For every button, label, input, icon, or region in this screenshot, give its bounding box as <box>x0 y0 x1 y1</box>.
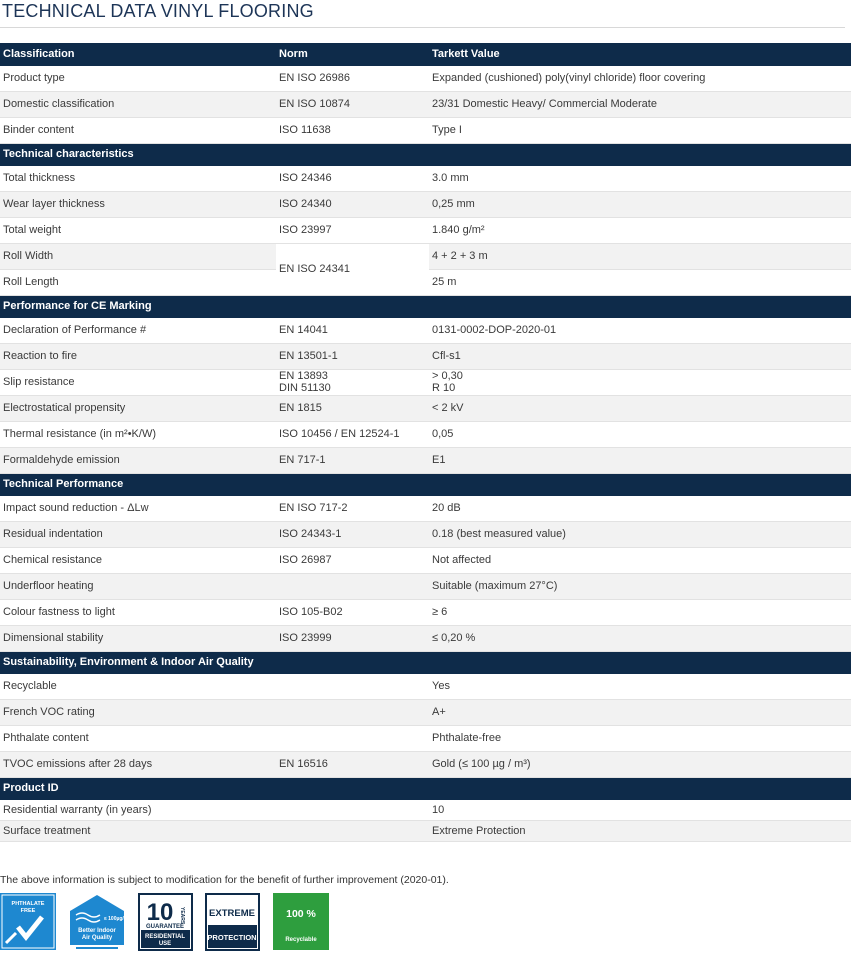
table-row <box>0 91 851 117</box>
phthalate-line2: FREE <box>20 908 36 914</box>
property-cell: Wear layer thickness <box>0 191 276 217</box>
property-cell: Residual indentation <box>0 521 276 547</box>
value-cell: Type I <box>429 117 851 143</box>
footnote: The above information is subject to modification for the benefit of further improvement (2020-01). <box>0 874 449 886</box>
table-row <box>0 395 851 421</box>
value-cell: 0.18 (best measured value) <box>429 521 851 547</box>
property-cell: Product type <box>0 65 276 91</box>
section-header-cell <box>429 295 851 317</box>
value-cell: 23/31 Domestic Heavy/ Commercial Moderate <box>429 91 851 117</box>
value-cell: A+ <box>429 699 851 725</box>
property-cell: Total weight <box>0 217 276 243</box>
norm-cell <box>276 573 429 599</box>
norm-cell: EN ISO 10874 <box>276 91 429 117</box>
table-row <box>0 165 851 191</box>
property-cell: Thermal resistance (in m²•K/W) <box>0 421 276 447</box>
value-cell: 10 <box>429 799 851 820</box>
page-title: TECHNICAL DATA VINYL FLOORING <box>2 1 314 21</box>
property-cell: TVOC emissions after 28 days <box>0 751 276 777</box>
norm-cell: ISO 23999 <box>276 625 429 651</box>
warranty-line1: RESIDENTIAL <box>144 934 186 940</box>
norm-cell: EN 16516 <box>276 751 429 777</box>
value-cell: 0,25 mm <box>429 191 851 217</box>
value-cell: < 2 kV <box>429 395 851 421</box>
section-header-cell <box>429 473 851 495</box>
norm-cell: EN ISO 26986 <box>276 65 429 91</box>
value-cell: Cfl-s1 <box>429 343 851 369</box>
table-row <box>0 343 851 369</box>
title-divider <box>0 27 845 28</box>
property-cell: Recyclable <box>0 673 276 699</box>
section-header-cell: Sustainability, Environment & Indoor Air Quality <box>0 651 276 673</box>
norm-cell <box>276 673 429 699</box>
value-cell: Phthalate-free <box>429 725 851 751</box>
table-row <box>0 725 851 751</box>
property-cell: Impact sound reduction - ΔLw <box>0 495 276 521</box>
value-cell: ≥ 6 <box>429 599 851 625</box>
norm-cell: ISO 10456 / EN 12524-1 <box>276 421 429 447</box>
norm-cell <box>276 725 429 751</box>
table-row <box>0 421 851 447</box>
value-cell: 3.0 mm <box>429 165 851 191</box>
property-cell: Slip resistance <box>0 369 276 395</box>
norm-line: EN 13893 <box>279 370 328 382</box>
norm-cell: ISO 24340 <box>276 191 429 217</box>
norm-cell: EN 717-1 <box>276 447 429 473</box>
property-cell: Formaldehyde emission <box>0 447 276 473</box>
value-cell: 20 dB <box>429 495 851 521</box>
value-cell: Gold (≤ 100 µg / m³) <box>429 751 851 777</box>
table-row <box>0 369 851 395</box>
section-header-cell: Technical characteristics <box>0 143 276 165</box>
norm-cell <box>276 369 429 395</box>
table-row <box>0 521 851 547</box>
value-cell: 0,05 <box>429 421 851 447</box>
norm-cell: ISO 23997 <box>276 217 429 243</box>
section-header-cell: Classification <box>0 43 276 65</box>
table-row <box>0 820 851 841</box>
norm-cell: ISO 26987 <box>276 547 429 573</box>
table-row <box>0 495 851 521</box>
norm-cell <box>276 820 429 841</box>
value-cell: 1.840 g/m² <box>429 217 851 243</box>
air-line1: Better Indoor <box>78 928 116 934</box>
property-cell: Residential warranty (in years) <box>0 799 276 820</box>
value-line: > 0,30 <box>432 370 463 382</box>
property-cell: Reaction to fire <box>0 343 276 369</box>
table-row <box>0 117 851 143</box>
property-cell: Surface treatment <box>0 820 276 841</box>
property-cell: Underfloor heating <box>0 573 276 599</box>
section-header <box>0 777 851 799</box>
phthalate-line1: PHTHALATE <box>11 901 45 907</box>
value-cell <box>429 369 851 395</box>
section-header-cell: Performance for CE Marking <box>0 295 276 317</box>
air-line2: Air Quality <box>81 935 113 941</box>
section-header <box>0 43 851 65</box>
property-cell: Binder content <box>0 117 276 143</box>
section-header-cell <box>276 295 429 317</box>
value-cell: 25 m <box>429 269 851 295</box>
section-header-cell <box>276 651 429 673</box>
value-cell: 4 + 2 + 3 m <box>429 243 851 269</box>
norm-cell: EN ISO 717-2 <box>276 495 429 521</box>
value-cell: ≤ 0,20 % <box>429 625 851 651</box>
property-cell: Phthalate content <box>0 725 276 751</box>
property-cell: Total thickness <box>0 165 276 191</box>
section-header-cell <box>429 651 851 673</box>
norm-cell: ISO 24346 <box>276 165 429 191</box>
section-header <box>0 473 851 495</box>
property-cell: Roll Width <box>0 243 276 269</box>
section-header <box>0 143 851 165</box>
warranty-number: 10 <box>146 899 174 926</box>
table-row <box>0 673 851 699</box>
property-cell: Roll Length <box>0 269 276 295</box>
table-row <box>0 699 851 725</box>
indoor-air-quality-badge <box>68 893 130 951</box>
value-cell: Extreme Protection <box>429 820 851 841</box>
section-header-cell: Norm <box>276 43 429 65</box>
extreme-line2: PROTECTION <box>207 933 257 942</box>
property-cell: Domestic classification <box>0 91 276 117</box>
section-header <box>0 651 851 673</box>
norm-cell: EN 14041 <box>276 317 429 343</box>
norm-cell: EN ISO 24341 <box>276 243 429 295</box>
value-cell: 0131-0002-DOP-2020-01 <box>429 317 851 343</box>
technical-data-table <box>0 43 851 842</box>
value-cell: Yes <box>429 673 851 699</box>
table-row <box>0 625 851 651</box>
recyclable-percent: 100 % <box>286 908 316 920</box>
warranty-years: YEARS <box>179 907 185 925</box>
table-row <box>0 317 851 343</box>
table-row <box>0 799 851 820</box>
table-row <box>0 599 851 625</box>
norm-cell: ISO 24343-1 <box>276 521 429 547</box>
value-line: R 10 <box>432 382 456 394</box>
norm-cell <box>276 799 429 820</box>
table-row <box>0 547 851 573</box>
value-cell: E1 <box>429 447 851 473</box>
norm-line: DIN 51130 <box>279 382 331 394</box>
section-header <box>0 295 851 317</box>
section-header-cell <box>429 777 851 799</box>
table-row <box>0 243 851 269</box>
warranty-badge <box>138 893 193 951</box>
value-cell: Expanded (cushioned) poly(vinyl chloride) floor covering <box>429 65 851 91</box>
table-row <box>0 573 851 599</box>
value-cell: Suitable (maximum 27°C) <box>429 573 851 599</box>
property-cell: Dimensional stability <box>0 625 276 651</box>
section-header-cell <box>276 143 429 165</box>
section-header-cell: Tarkett Value <box>429 43 851 65</box>
norm-cell <box>276 699 429 725</box>
table-row <box>0 65 851 91</box>
norm-cell: EN 13501-1 <box>276 343 429 369</box>
phthalate-free-badge <box>0 893 56 950</box>
norm-cell: ISO 105-B02 <box>276 599 429 625</box>
section-header-cell <box>429 143 851 165</box>
recyclable-badge <box>273 893 329 950</box>
section-header-cell: Technical Performance <box>0 473 276 495</box>
property-cell: Electrostatical propensity <box>0 395 276 421</box>
value-cell: Not affected <box>429 547 851 573</box>
section-header-cell: Product ID <box>0 777 276 799</box>
table-row <box>0 447 851 473</box>
property-cell: Declaration of Performance # <box>0 317 276 343</box>
extreme-protection-badge <box>205 893 260 951</box>
table-row <box>0 217 851 243</box>
table-row <box>0 191 851 217</box>
extreme-line1: EXTREME <box>209 908 255 919</box>
property-cell: Colour fastness to light <box>0 599 276 625</box>
property-cell: French VOC rating <box>0 699 276 725</box>
recyclable-label: Recyclable <box>285 937 317 943</box>
section-header-cell <box>276 777 429 799</box>
norm-cell: ISO 11638 <box>276 117 429 143</box>
warranty-line2: USE <box>158 941 172 947</box>
warranty-label: GUARANTEE <box>145 924 185 930</box>
norm-cell: EN 1815 <box>276 395 429 421</box>
table-row <box>0 751 851 777</box>
property-cell: Chemical resistance <box>0 547 276 573</box>
tvoc-label: ≤ 100µg/m³ <box>104 916 130 922</box>
section-header-cell <box>276 473 429 495</box>
